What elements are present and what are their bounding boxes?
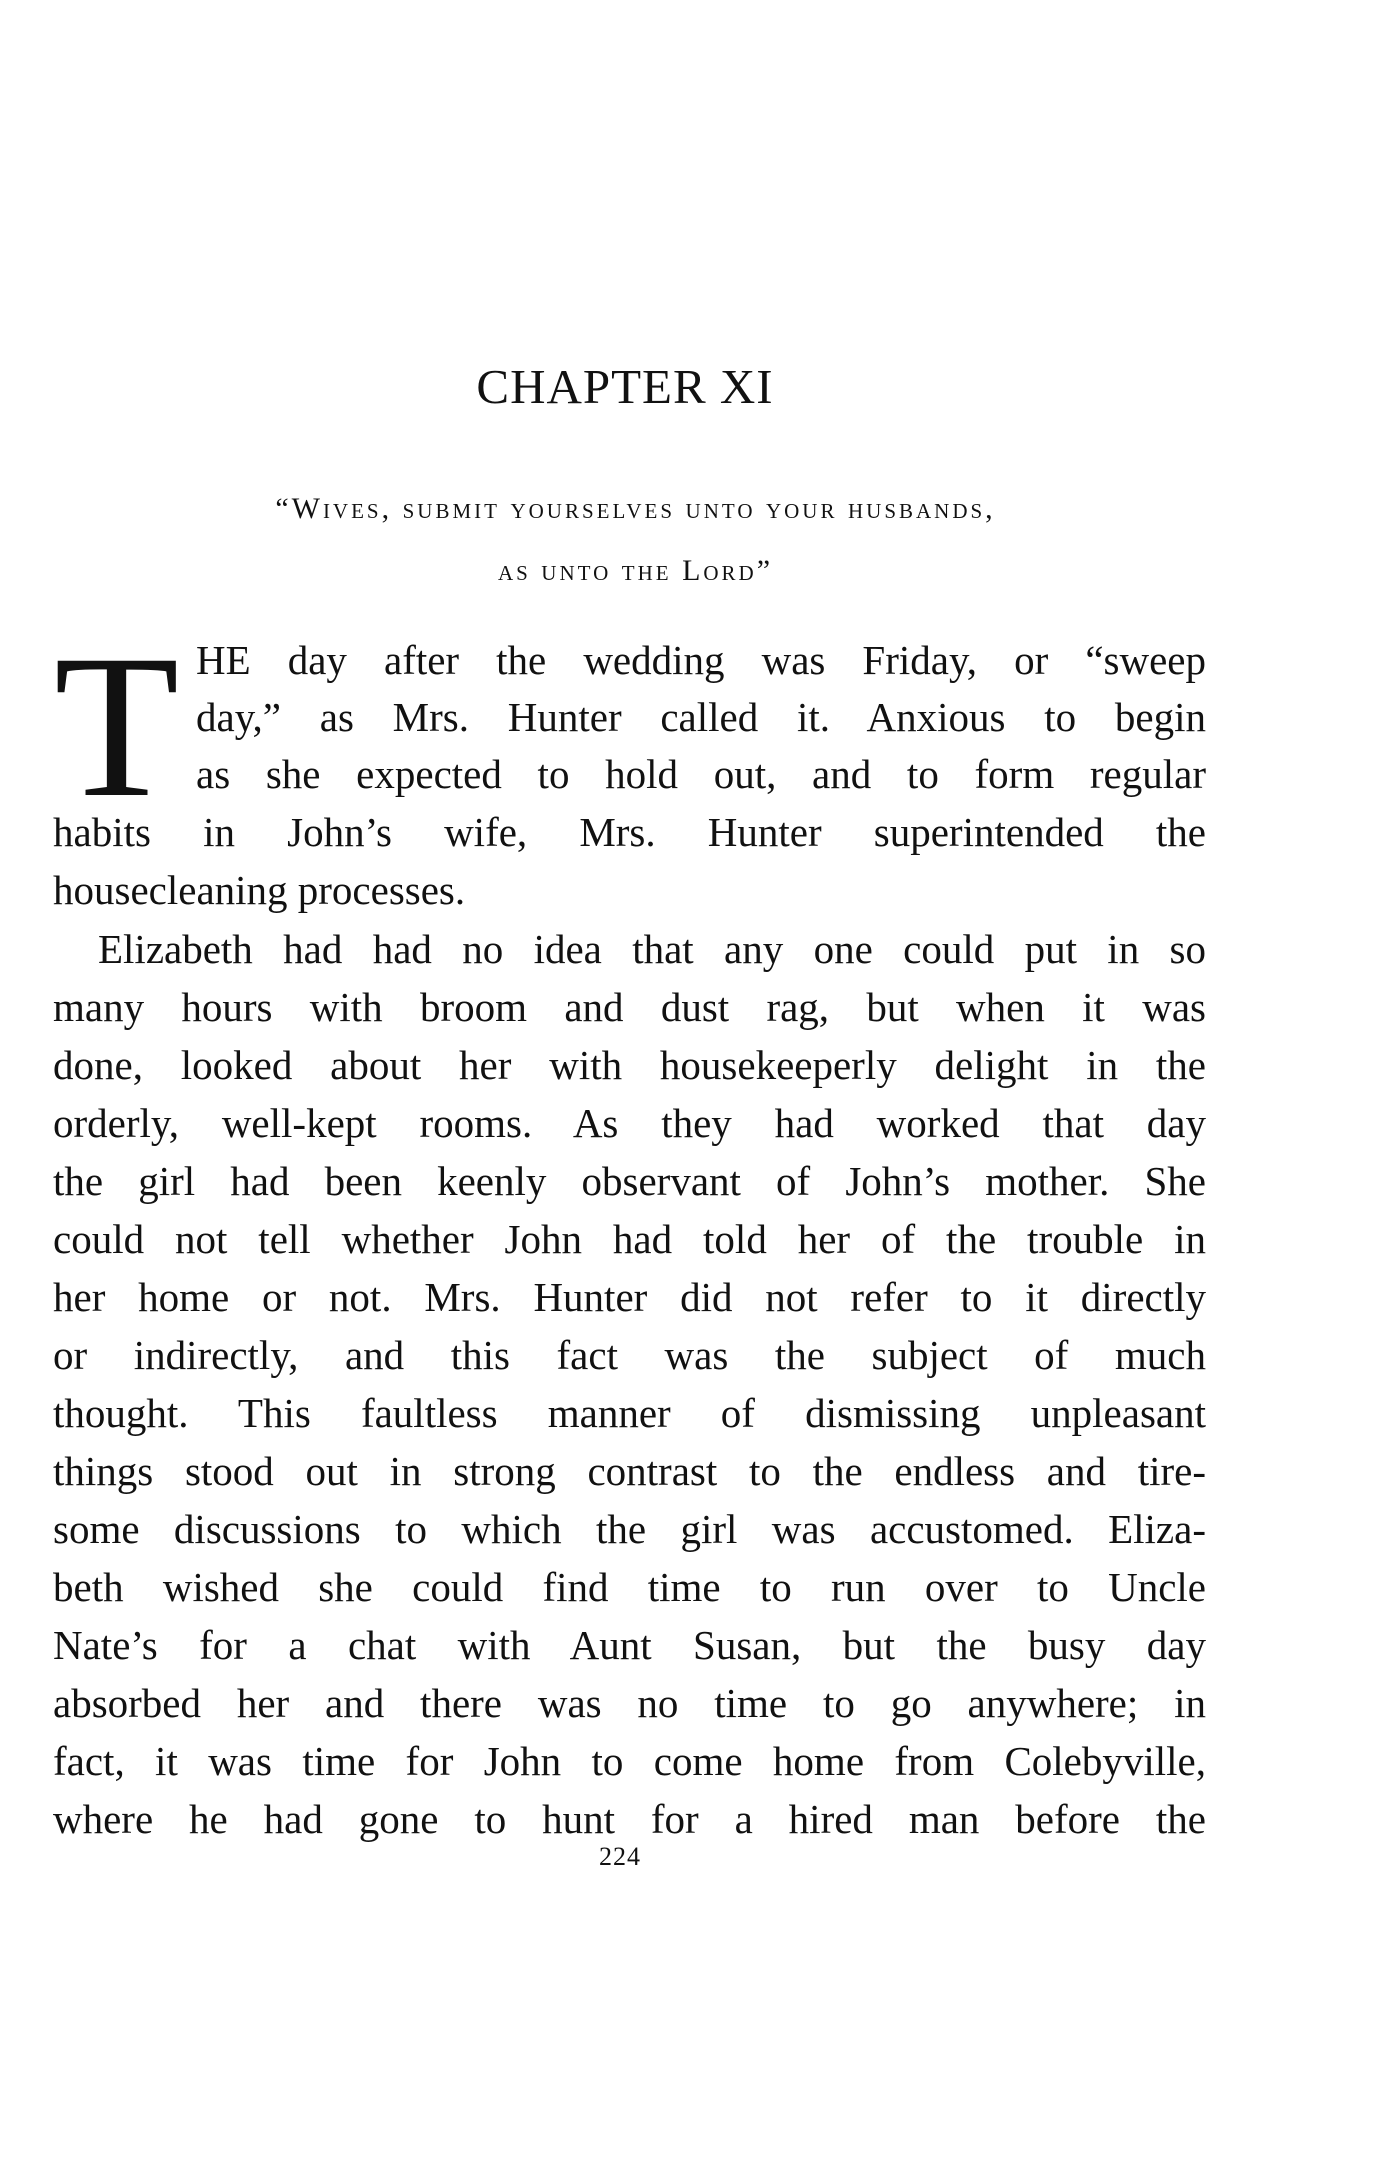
body-line: things stood out in strong contrast to the endless and tire- — [53, 1448, 1206, 1494]
body-line: absorbed her and there was no time to go anywhere; in — [53, 1680, 1206, 1726]
body-line: HE day after the wedding was Friday, or “sweep — [196, 637, 1206, 683]
body-line: Nate’s for a chat with Aunt Susan, but the busy day — [53, 1622, 1206, 1668]
page-number: 224 — [599, 1842, 641, 1871]
epigraph-line-1: “Wives, submit yourselves unto your husbands, — [275, 492, 996, 525]
body-line: housecleaning processes. — [53, 867, 466, 913]
body-line: Elizabeth had had no idea that any one could put in so — [98, 926, 1206, 972]
body-line: her home or not. Mrs. Hunter did not refer to it directly — [53, 1274, 1206, 1320]
chapter-title: CHAPTER XI — [476, 359, 774, 414]
body-line: many hours with broom and dust rag, but when it was — [53, 984, 1206, 1030]
body-line: thought. This faultless manner of dismissing unpleasant — [53, 1390, 1206, 1436]
body-line: habits in John’s wife, Mrs. Hunter superintended the — [53, 809, 1206, 855]
body-line: some discussions to which the girl was accustomed. Eliza- — [53, 1506, 1206, 1552]
epigraph-line-2: as unto the Lord” — [497, 554, 774, 587]
body-line: the girl had been keenly observant of John’s mother. She — [53, 1158, 1206, 1204]
body-line: beth wished she could find time to run over to Uncle — [53, 1564, 1206, 1610]
drop-cap: T — [54, 613, 180, 840]
chapter-epigraph — [78, 478, 1193, 602]
body-line: could not tell whether John had told her of the trouble in — [53, 1216, 1206, 1262]
body-line: done, looked about her with housekeeperly delight in the — [53, 1042, 1206, 1088]
body-line: fact, it was time for John to come home from Colebyville, — [53, 1738, 1206, 1784]
body-line: day,” as Mrs. Hunter called it. Anxious to begin — [196, 694, 1206, 740]
body-line: orderly, well-kept rooms. As they had worked that day — [53, 1100, 1206, 1146]
body-line: where he had gone to hunt for a hired man before the — [53, 1796, 1206, 1842]
body-line: or indirectly, and this fact was the subject of much — [53, 1332, 1206, 1378]
body-line: as she expected to hold out, and to form regular — [196, 751, 1206, 797]
